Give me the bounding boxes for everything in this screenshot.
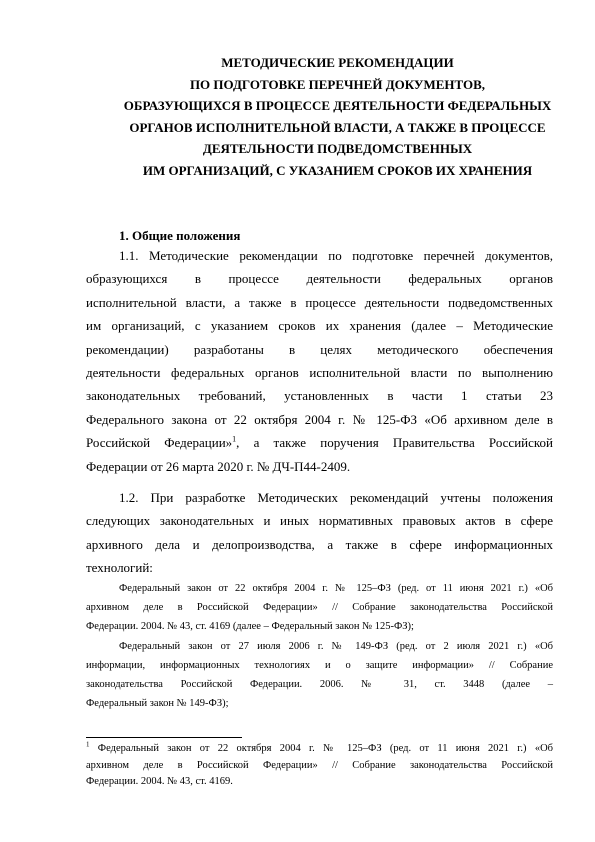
- paragraph-line: 1.2. При разработке Методических рекомендаций учтены положения: [119, 490, 553, 505]
- list-item-line: Федеральный закон № 149-ФЗ);: [86, 698, 229, 710]
- list-item-line: Федеральный закон от 27 июля 2006 г. № 149-ФЗ (ред. от 2 июля 2021 г.) «Об: [119, 640, 553, 652]
- title-line: МЕТОДИЧЕСКИЕ РЕКОМЕНДАЦИИ: [221, 55, 454, 70]
- paragraph-line: технологий:: [86, 560, 153, 576]
- paragraph-line: следующих законодательных и иных нормативных правовых актов в сфере: [86, 513, 553, 529]
- footnote-separator: [86, 737, 242, 738]
- footnote-line: Федерации. 2004. № 43, ст. 4169.: [86, 776, 233, 787]
- title-line: ОРГАНОВ ИСПОЛНИТЕЛЬНОЙ ВЛАСТИ, А ТАКЖЕ В ПРОЦЕССЕ: [129, 119, 546, 135]
- paragraph-line: 1.1. Методические рекомендации по подготовке перечней документов,: [119, 248, 553, 263]
- list-item-line: архивном деле в Российской Федерации» // Собрание законодательства Российской: [86, 602, 553, 614]
- title-line: ДЕЯТЕЛЬНОСТИ ПОДВЕДОМСТВЕННЫХ: [202, 141, 473, 156]
- legal-acts-list: [86, 579, 553, 713]
- document-title: [60, 52, 595, 181]
- paragraph-line: исполнительной власти, а также в процессе деятельности подведомственных: [86, 294, 553, 310]
- paragraph-1-1: [86, 244, 553, 478]
- title-line: ИМ ОРГАНИЗАЦИЙ, С УКАЗАНИЕМ СРОКОВ ИХ ХРАНЕНИЯ: [142, 162, 533, 178]
- paragraph-line: рекомендации) разработаны в целях методического обеспечения: [86, 341, 553, 357]
- paragraph-line: Федерального закона от 22 октября 2004 г. № 125-ФЗ «Об архивном деле в: [86, 411, 553, 427]
- paragraph-line: деятельности федеральных органов исполнительной власти по выполнению: [86, 365, 553, 381]
- paragraph-1-2: [86, 486, 553, 580]
- footnote-line: [86, 741, 553, 758]
- paragraph-line: им организаций, с указанием сроков их хранения (далее – Методические: [86, 318, 553, 334]
- paragraph-line: Федерации от 26 марта 2020 г. № ДЧ-П44-2409.: [86, 458, 351, 474]
- paragraph-text: , а также поручения Правительства Российской: [236, 435, 553, 451]
- list-item-line: Федерации. 2004. № 43, ст. 4169 (далее – Федеральный закон № 125-ФЗ);: [86, 621, 414, 633]
- paragraph-line: архивного дела и делопроизводства, а также в сфере информационных: [86, 536, 553, 552]
- list-item-line: законодательства Российской Федерации. 2006. № 31, ст. 3448 (далее –: [86, 679, 553, 691]
- list-item-line: Федеральный закон от 22 октября 2004 г. № 125–ФЗ (ред. от 11 июня 2021 г.) «Об: [119, 583, 553, 594]
- title-line: ПО ПОДГОТОВКЕ ПЕРЕЧНЕЙ ДОКУМЕНТОВ,: [189, 76, 486, 92]
- section-heading: 1. Общие положения: [119, 228, 241, 243]
- list-item: [86, 579, 553, 637]
- footnote: [86, 741, 553, 791]
- footnote-line: архивном деле в Российской Федерации» // Собрание законодательства Российской: [86, 759, 553, 771]
- paragraph-line: образующихся в процессе деятельности федеральных органов: [86, 271, 553, 287]
- paragraph-line: [86, 431, 553, 454]
- list-item: [86, 637, 553, 714]
- title-line: ОБРАЗУЮЩИХСЯ В ПРОЦЕССЕ ДЕЯТЕЛЬНОСТИ ФЕДЕРАЛЬНЫХ: [123, 98, 552, 113]
- footnote-reference[interactable]: 1: [232, 434, 237, 444]
- paragraph-text: Российской Федерации»: [86, 435, 233, 451]
- footnote-text: Федеральный закон от 22 октября 2004 г. № 125–ФЗ (ред. от 11 июня 2021 г.) «Об: [89, 743, 553, 754]
- footnote-mark: 1: [86, 740, 90, 749]
- list-item-line: информации, информационных технологиях и о защите информации» // Собрание: [86, 659, 553, 671]
- paragraph-line: законодательных требований, установленных в части 1 статьи 23: [86, 388, 553, 404]
